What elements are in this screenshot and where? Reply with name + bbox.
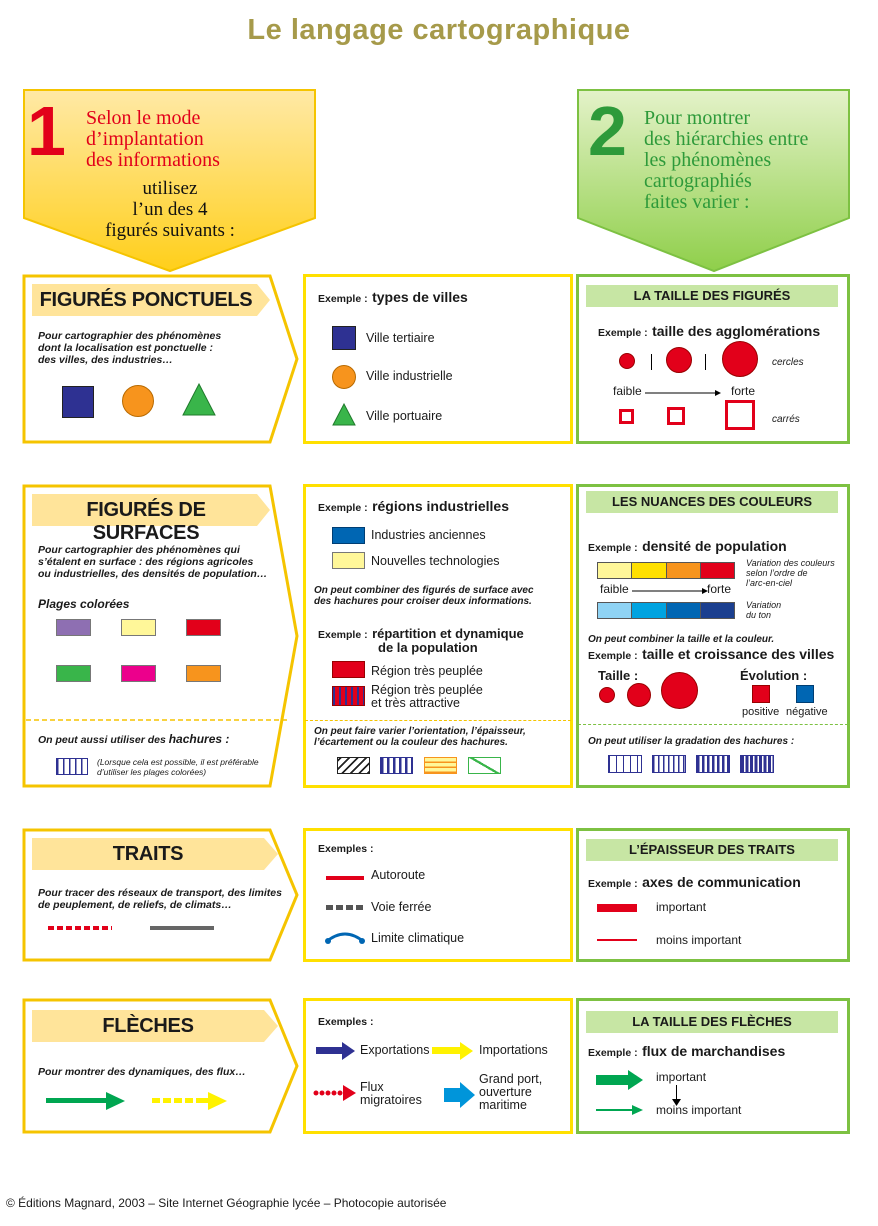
example-title: types de villes [372,289,468,305]
small-city-circle [599,687,615,703]
yellow-swatch [121,619,156,636]
important-label: important [656,900,707,914]
fleches-title: FLÈCHES [102,1015,194,1037]
header2-line: des hiérarchies entre [644,128,809,150]
row3-mid-prefix: Exemples : [318,843,374,855]
evolution-label: Évolution : [740,668,808,683]
vertical-hatch-swatch [56,758,88,775]
scale-step [667,563,701,578]
example-title: densité de population [642,538,787,554]
desc-line: dont la localisation est ponctuelle : [38,342,214,354]
scale-step [632,563,666,578]
thin-arrow-icon [596,1104,644,1116]
desc-line: Pour cartographier des phénomènes [38,330,222,342]
row4-right-example [588,1043,785,1061]
note-line: du ton [746,610,772,620]
highway-line-icon [326,876,364,880]
header1-line: l’un des 4 [132,199,208,220]
row1-mid-example [318,289,468,307]
example-prefix: Exemple : [598,327,648,339]
nuances-couleurs-header: LES NUANCES DES COULEURS [586,491,838,513]
vary-note [314,726,526,748]
moins-important-label: moins important [656,1103,742,1117]
variation-ton-label [746,600,781,620]
red-swatch [186,619,221,636]
hatch-gradation-4 [740,755,774,773]
exportations-label: Exportations [360,1043,430,1057]
desc-line: de peuplement, de reliefs, de climats… [38,899,232,911]
header1-line: d’implantation [86,128,204,150]
taille-label: Taille : [598,668,639,683]
row1-right-example [598,323,820,341]
row2-mid-example [318,498,509,516]
purple-swatch [56,619,91,636]
faible-label: faible [613,384,642,398]
scale-step [632,603,666,618]
importations-label: Importations [479,1043,548,1057]
separator [651,354,652,370]
example-prefix: Exemple : [588,650,638,662]
legend-line: et très attractive [371,696,460,710]
desc-line: des villes, des industries… [38,354,173,366]
example-title: taille des agglomérations [652,323,821,339]
important-label: important [656,1070,707,1084]
separator [705,354,706,370]
medium-city-circle [627,683,651,707]
carres-label: carrés [772,414,800,425]
green-diagonal-hatch-swatch [468,757,501,774]
header2-line: faites varier : [644,191,750,213]
row3-right-example [588,874,801,892]
header2-line: les phénomènes [644,149,772,171]
scale-step [667,603,701,618]
moins-important-label: moins important [656,933,742,947]
taille-fleches-header: LA TAILLE DES FLÈCHES [586,1011,838,1033]
thin-line-icon [597,939,637,941]
example-prefix: Exemple : [318,293,368,305]
example-prefix: Exemple : [588,878,638,890]
legend-line: maritime [479,1098,527,1112]
migration-arrow-icon [313,1084,357,1102]
example-title: taille et croissance des villes [642,646,835,662]
scale-step [701,603,734,618]
header1-line: utilisez [142,178,198,199]
header2-line: cartographiés [644,170,752,192]
large-circle-icon [722,341,758,377]
example-title: axes de communication [642,874,801,890]
desc-line: Pour tracer des réseaux de transport, des limites [38,887,282,899]
diagonal-hatch-swatch [337,757,370,774]
legend-label: Nouvelles technologies [371,554,500,568]
taille-figures-header: LA TAILLE DES FIGURÉS [586,285,838,307]
grand-port-label [479,1073,542,1112]
positive-label: positive [742,706,780,718]
orange-circle-symbol [122,385,154,417]
traits-title: TRAITS [112,843,184,865]
grey-line-symbol [150,926,214,930]
note-line: des hachures pour croiser deux informations. [314,596,532,607]
climate-limit-icon [323,926,367,946]
note-line: Variation des couleurs [746,558,835,568]
example-prefix: Exemple : [318,502,368,514]
example-prefix: Exemple : [588,542,638,554]
header2-text [644,108,808,213]
row1-left-desc [38,330,221,366]
combine-note [314,585,534,607]
hatch-prefix: On peut aussi utiliser des [38,734,166,746]
yellow-dashed-arrow-symbol [152,1090,228,1112]
header2-number: 2 [588,92,627,170]
figures-surfaces-title: FIGURÉS DE SURFACES [86,499,206,544]
hatch-gradation-3 [696,755,730,773]
dense-attractive-swatch [332,686,365,706]
legend-label: Industries anciennes [371,528,486,542]
example-title: répartition et dynamique [372,626,524,641]
green-triangle-symbol [182,383,216,416]
green-swatch [56,665,91,682]
hatch-intro [38,733,229,746]
medium-square-icon [667,407,685,425]
railway-line-icon [326,905,364,910]
large-city-circle [661,672,698,709]
header1-red-text [86,108,220,171]
port-arrow-icon [444,1082,476,1108]
note-line: selon l’ordre de [746,568,808,578]
row2-right-divider [578,724,848,725]
note-line: On peut combiner des figurés de surface avec [314,585,534,596]
small-circle-icon [619,353,635,369]
desc-line: Pour cartographier des phénomènes qui [38,544,240,556]
epaisseur-traits-header: L’ÉPAISSEUR DES TRAITS [586,839,838,861]
thick-vertical-hatch-swatch [380,757,413,774]
header2-line: Pour montrer [644,107,751,129]
forte-label: forte [731,384,756,398]
header1-dark-text [60,178,280,241]
medium-circle-icon [666,347,692,373]
scale-step [701,563,734,578]
example-title-line2: de la population [378,640,478,655]
legend-line: Flux [360,1080,384,1094]
note-line: Variation [746,600,782,610]
row2-mid-divider [305,720,571,721]
rainbow-scale [597,562,735,579]
hatch-gradation-2 [652,755,686,773]
header1-line: figurés suivants : [105,220,235,241]
legend-label: Ville industrielle [366,369,453,383]
legend-line: Grand port, [479,1072,543,1086]
exports-arrow-icon [316,1042,356,1060]
imports-arrow-icon [432,1042,474,1060]
large-square-icon [725,400,755,430]
desc-line: s’étalent en surface : des régions agricoles [38,556,254,568]
example-prefix: Exemple : [318,629,368,641]
note-line: On peut faire varier l’orientation, l’épaisseur, [314,726,526,737]
legend-line: Région très peuplée [371,683,483,697]
legend-label: Ville tertiaire [366,331,435,345]
flux-migratoires-label [360,1081,422,1107]
port-city-icon [332,403,356,426]
header1-line: Selon le mode [86,107,201,129]
industrial-city-icon [332,365,356,389]
scale-step [598,603,632,618]
thick-line-icon [597,904,637,912]
row2-left-desc [38,544,267,580]
forte-label: forte [707,582,732,596]
small-square-icon [619,409,634,424]
legend-label: Ville portuaire [366,409,443,423]
old-industry-swatch [332,527,365,544]
tertiary-city-icon [332,326,356,350]
figures-ponctuels-title: FIGURÉS PONCTUELS [39,289,253,311]
header1-number: 1 [27,92,66,170]
hatch-word: hachures : [168,732,230,746]
copyright-footer: © Éditions Magnard, 2003 – Site Internet Géographie lycée – Photocopie autorisée [6,1196,447,1210]
arrow-right-icon [645,388,721,398]
orange-swatch [186,665,221,682]
note-line: (Lorsque cela est possible, il est préférable [97,757,259,767]
plages-colorees-label: Plages colorées [38,597,130,611]
header1-line: des informations [86,149,220,171]
hatch-note [97,757,259,777]
row2-right-example2 [588,646,834,664]
row2-right-example [588,538,787,556]
green-arrow-symbol [46,1090,126,1112]
faible-label: faible [600,582,629,596]
note-line: l’arc-en-ciel [746,578,793,588]
note-line: l’écartement ou la couleur des hachures. [314,737,508,748]
legend-line: migratoires [360,1093,422,1107]
legend-label-multi [371,684,483,710]
cercles-label: cercles [772,357,804,368]
legend-label: Voie ferrée [371,900,432,914]
blue-tone-scale [597,602,735,619]
navy-square-symbol [62,386,94,418]
row4-left-desc: Pour montrer des dynamiques, des flux… [38,1066,246,1078]
row4-mid-prefix: Exemples : [318,1016,374,1028]
row3-left-desc [38,887,282,911]
example-prefix: Exemple : [588,1047,638,1059]
hatch-gradation-1 [608,755,642,773]
legend-line: ouverture [479,1085,532,1099]
example-title: flux de marchandises [642,1043,786,1059]
thick-arrow-icon [596,1070,644,1090]
positive-square [752,685,770,703]
magenta-swatch [121,665,156,682]
legend-label: Autoroute [371,868,426,882]
scale-step [598,563,632,578]
page-title: Le langage cartographique [247,14,631,46]
legend-label: Limite climatique [371,931,465,945]
variation-couleurs-label [746,558,835,588]
negative-label: négative [786,706,828,718]
combine-size-color-note: On peut combiner la taille et la couleur. [588,634,775,645]
dense-region-swatch [332,661,365,678]
new-tech-swatch [332,552,365,569]
desc-line: ou industrielles, des densités de population… [38,568,268,580]
example-title: régions industrielles [372,498,509,514]
legend-label: Région très peuplée [371,664,483,678]
horizontal-hatch-swatch [424,757,457,774]
negative-square [796,685,814,703]
gradation-note: On peut utiliser la gradation des hachures : [588,736,795,747]
arrow-right-icon [632,586,708,596]
dashed-red-line-symbol [48,926,112,930]
note-line: d’utiliser les plages colorées) [97,767,207,777]
